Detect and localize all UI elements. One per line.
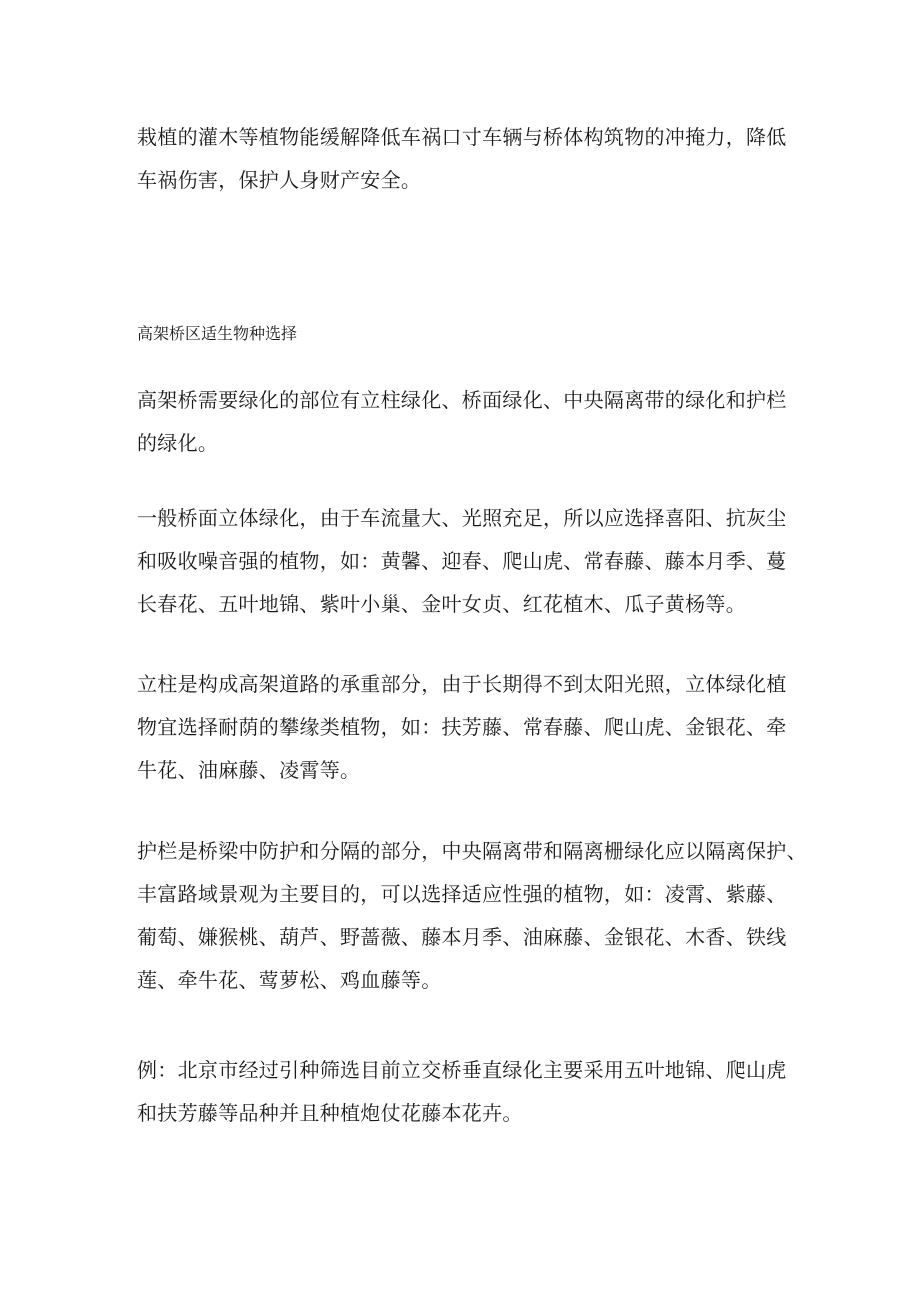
paragraph-deck-greening xyxy=(137,497,797,626)
paragraph-pillar-greening xyxy=(137,663,797,792)
paragraph-line: 和吸收噪音强的植物，如：黄馨、迎春、爬山虎、常春藤、藤本月季、蔓 xyxy=(137,549,787,573)
paragraph-line: 葡萄、嫌猴桃、葫芦、野蔷薇、藤本月季、油麻藤、金银花、木香、铁线 xyxy=(137,925,787,949)
paragraph-line: 车祸伤害，保护人身财产安全。 xyxy=(137,168,422,192)
paragraph-accident-mitigation xyxy=(137,116,797,202)
paragraph-line: 莲、牵牛花、莺萝松、鸡血藤等。 xyxy=(137,968,442,992)
paragraph-line: 和扶芳藤等品种并且种植炮仗花藤本花卉。 xyxy=(137,1101,523,1125)
paragraph-line: 牛花、油麻藤、凌霄等。 xyxy=(137,758,361,782)
paragraph-line: 高架桥需要绿化的部位有立柱绿化、桥面绿化、中央隔离带的绿化和护栏 xyxy=(137,388,787,412)
paragraph-line: 的绿化。 xyxy=(137,431,219,455)
paragraph-line: 护栏是桥梁中防护和分隔的部分，中央隔离带和隔离栅绿化应以隔离保护、 xyxy=(137,839,807,863)
paragraph-line: 栽植的灌木等植物能缓解降低车祸口寸车辆与桥体构筑物的冲掩力，降低 xyxy=(137,125,787,149)
paragraph-guardrail-greening xyxy=(137,830,807,1002)
paragraph-line: 立柱是构成高架道路的承重部分，由于长期得不到太阳光照，立体绿化植 xyxy=(137,672,787,696)
paragraph-line: 例：北京市经过引种筛选目前立交桥垂直绿化主要采用五叶地锦、爬山虎 xyxy=(137,1058,787,1082)
paragraph-line: 一般桥面立体绿化，由于车流量大、光照充足，所以应选择喜阳、抗灰尘 xyxy=(137,506,787,530)
paragraph-line: 长春花、五叶地锦、紫叶小巢、金叶女贞、红花植木、瓜子黄杨等。 xyxy=(137,592,746,616)
paragraph-line: 丰富路域景观为主要目的，可以选择适应性强的植物，如：凌霄、紫藤、 xyxy=(137,882,787,906)
paragraph-line: 物宜选择耐荫的攀缘类植物，如：扶芳藤、常春藤、爬山虎、金银花、牵 xyxy=(137,715,787,739)
paragraph-greening-parts xyxy=(137,379,797,465)
section-heading: 高架桥区适生物种选择 xyxy=(137,324,298,343)
paragraph-beijing-example xyxy=(137,1049,797,1135)
